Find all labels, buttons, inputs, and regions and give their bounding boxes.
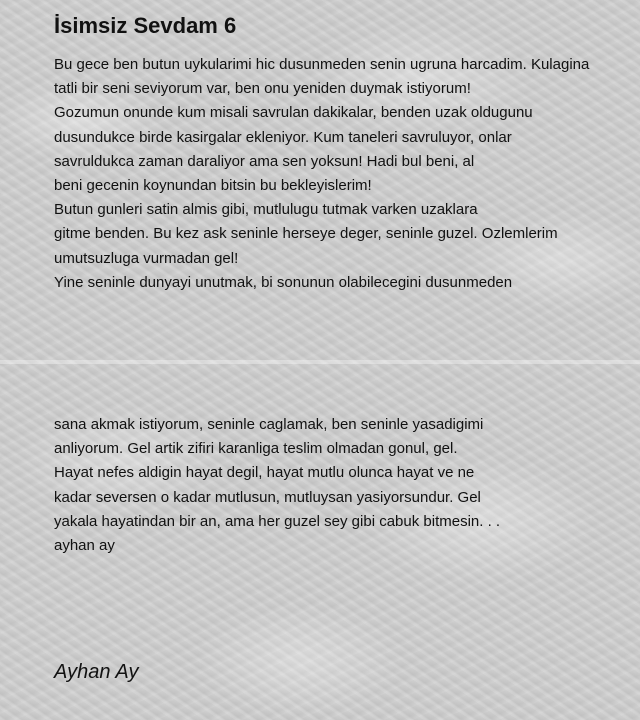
poem-line: Gozumun onunde kum misali savrulan dakikalar, benden uzak oldugunu: [54, 104, 533, 122]
poem-line: Butun gunleri satin almis gibi, mutlulugu tutmak varken uzaklara: [54, 201, 478, 219]
poem-title: İsimsiz Sevdam 6: [54, 13, 237, 38]
section-divider: [0, 360, 640, 364]
poem-line: umutsuzluga vurmadan gel!: [54, 249, 239, 267]
poem-line: Hayat nefes aldigin hayat degil, hayat mutlu olunca hayat ve ne: [54, 464, 475, 482]
poem-line: gitme benden. Bu kez ask seninle herseye deger, seninle guzel. Ozlemlerim: [54, 225, 558, 243]
poem-line: anliyorum. Gel artik zifiri karanliga teslim olmadan gonul, gel.: [54, 440, 458, 458]
poem-line: Bu gece ben butun uykularimi hic dusunmeden senin ugruna harcadim. Kulagina: [54, 56, 590, 73]
poem-line: yakala hayatindan bir an, ama her guzel sey gibi cabuk bitmesin. . .: [54, 512, 501, 530]
poem-line: tatli bir seni seviyorum var, ben onu yeniden duymak istiyorum!: [54, 80, 471, 98]
poem-stanza-1: [54, 53, 640, 295]
poem-line: kadar seversen o kadar mutlusun, mutluysan yasiyorsundur. Gel: [54, 488, 481, 506]
poem-author: Ayhan Ay: [54, 661, 139, 683]
poem-line: Yine seninle dunyayi unutmak, bi sonunun olabilecegini dusunmeden: [54, 273, 513, 291]
poem-line: sana akmak istiyorum, seninle caglamak, ben seninle yasadigimi: [54, 416, 484, 433]
poem-stanza-2: [54, 413, 640, 558]
poem-line: savruldukca zaman daraliyor ama sen yoksun! Hadi bul beni, al: [54, 152, 475, 170]
poem-line: beni gecenin koynundan bitsin bu bekleyislerim!: [54, 177, 372, 195]
poem-line: ayhan ay: [54, 537, 115, 555]
poem-line: dusundukce birde kasirgalar ekleniyor. Kum taneleri savruluyor, onlar: [54, 128, 512, 146]
